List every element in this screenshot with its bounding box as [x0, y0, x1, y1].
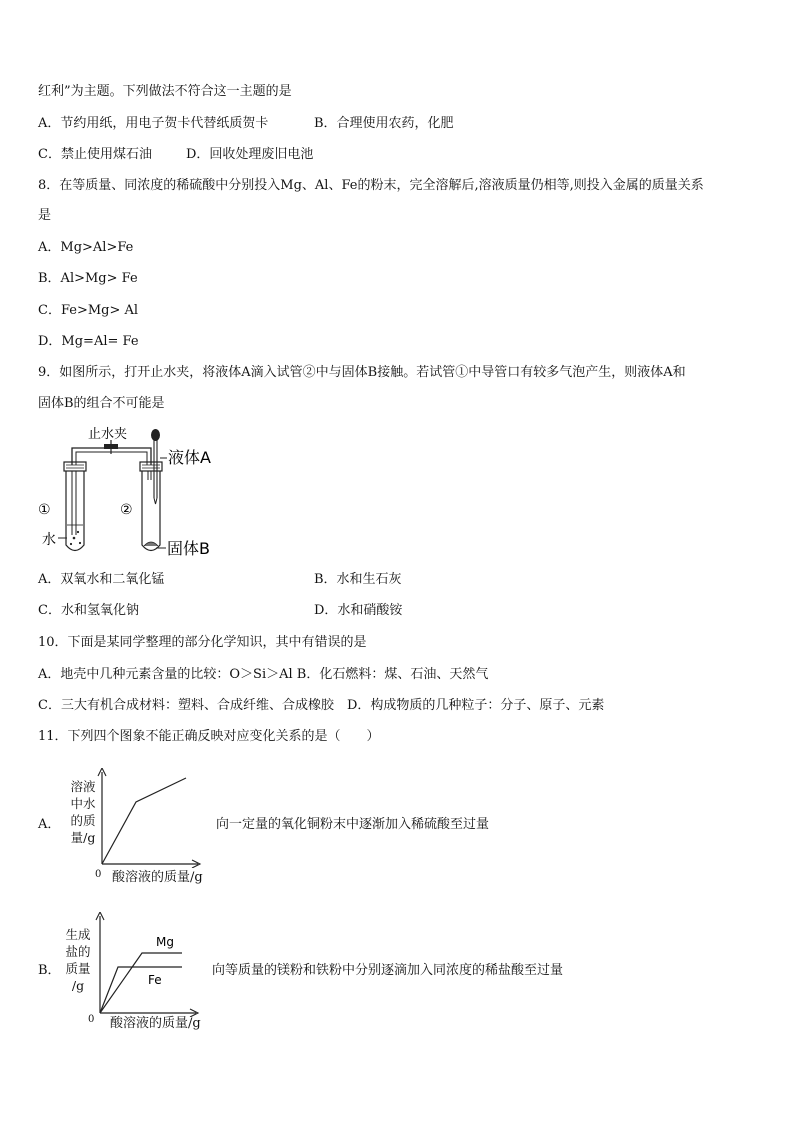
q7-option-b: B．合理使用农药，化肥 [314, 116, 454, 131]
q8-stem: 8．在等质量、同浓度的稀硫酸中分别投入Mg、Al、Fe的粉末，完全溶解后,溶液质量仍相等,则投入金属的质量关系 [38, 178, 704, 193]
graph-a-description: 向一定量的氧化铜粉末中逐渐加入稀硫酸至过量 [216, 817, 490, 832]
q9-stem: 9．如图所示，打开止水夹，将液体A滴入试管②中与固体B接触。若试管①中导管口有较多气泡产生，则液体A和 [38, 365, 686, 380]
test-tube-1 [64, 462, 86, 551]
q10-stem: 10．下面是某同学整理的部分化学知识，其中有错误的是 [38, 635, 367, 650]
clamp-label: 止水夹 [88, 427, 128, 442]
q11-stem: 11．下列四个图象不能正确反映对应变化关系的是（ ） [38, 729, 380, 744]
graph-b-mg-label: Mg [156, 935, 174, 949]
q7-stem: 红利”为主题。下列做法不符合这一主题的是 [38, 84, 292, 99]
graph-a-origin: 0 [95, 869, 102, 880]
q7-option-c: C．禁止使用煤石油 [38, 147, 152, 162]
q10-options-ab: A．地壳中几种元素含量的比较：O＞Si＞Al B．化石燃料：煤、石油、天然气 [38, 667, 489, 682]
solid-b-label: 固体B [167, 539, 210, 558]
graph-b-origin: 0 [88, 1014, 95, 1025]
q9-option-c: C．水和氢氧化钠 [38, 603, 139, 618]
graph-a [94, 768, 204, 868]
q9-option-d: D．水和硝酸铵 [314, 603, 403, 618]
graph-a-ylabel: 溶液 中水 的质 量/g [70, 779, 96, 845]
graph-b-ylabel: 生成 盐的 质量 /g [65, 927, 91, 993]
q9-option-a: A．双氧水和二氧化锰 [38, 572, 165, 587]
graph-b-fe-label: Fe [148, 973, 162, 987]
q8-stem-cont: 是 [38, 208, 52, 223]
test-tube-2 [140, 429, 162, 551]
apparatus-figure [36, 420, 226, 565]
graph-a-option-label: A． [38, 817, 61, 832]
q10-options-cd: C．三大有机合成材料：塑料、合成纤维、合成橡胶 D．构成物质的几种粒子：分子、原子、元素 [38, 698, 605, 713]
graph-b-fe-curve [100, 967, 182, 1013]
q7-option-a: A．节约用纸，用电子贺卡代替纸质贺卡 [38, 116, 269, 131]
graph-b-xlabel: 酸溶液的质量/g [110, 1016, 201, 1031]
graph-b-option-label: B． [38, 963, 61, 978]
q7-option-d: D．回收处理废旧电池 [186, 147, 314, 162]
liquid-a-label: 液体A [168, 448, 211, 467]
graph-a-curve [102, 778, 186, 864]
q8-option-b: B．Al>Mg> Fe [38, 271, 138, 286]
tube1-label: ① [38, 502, 51, 518]
graph-a-xlabel: 酸溶液的质量/g [112, 870, 203, 885]
q9-option-b: B．水和生石灰 [314, 572, 402, 587]
q8-option-c: C．Fe>Mg> Al [38, 303, 139, 318]
q8-option-a: A．Mg>Al>Fe [38, 240, 134, 255]
water-label: 水 [42, 532, 56, 548]
graph-b [92, 912, 202, 1017]
graph-b-description: 向等质量的镁粉和铁粉中分别逐滴加入同浓度的稀盐酸至过量 [212, 963, 564, 978]
q9-stem-cont: 固体B的组合不可能是 [38, 396, 165, 411]
q8-option-d: D．Mg=Al= Fe [38, 334, 139, 349]
tube2-label: ② [120, 502, 133, 518]
